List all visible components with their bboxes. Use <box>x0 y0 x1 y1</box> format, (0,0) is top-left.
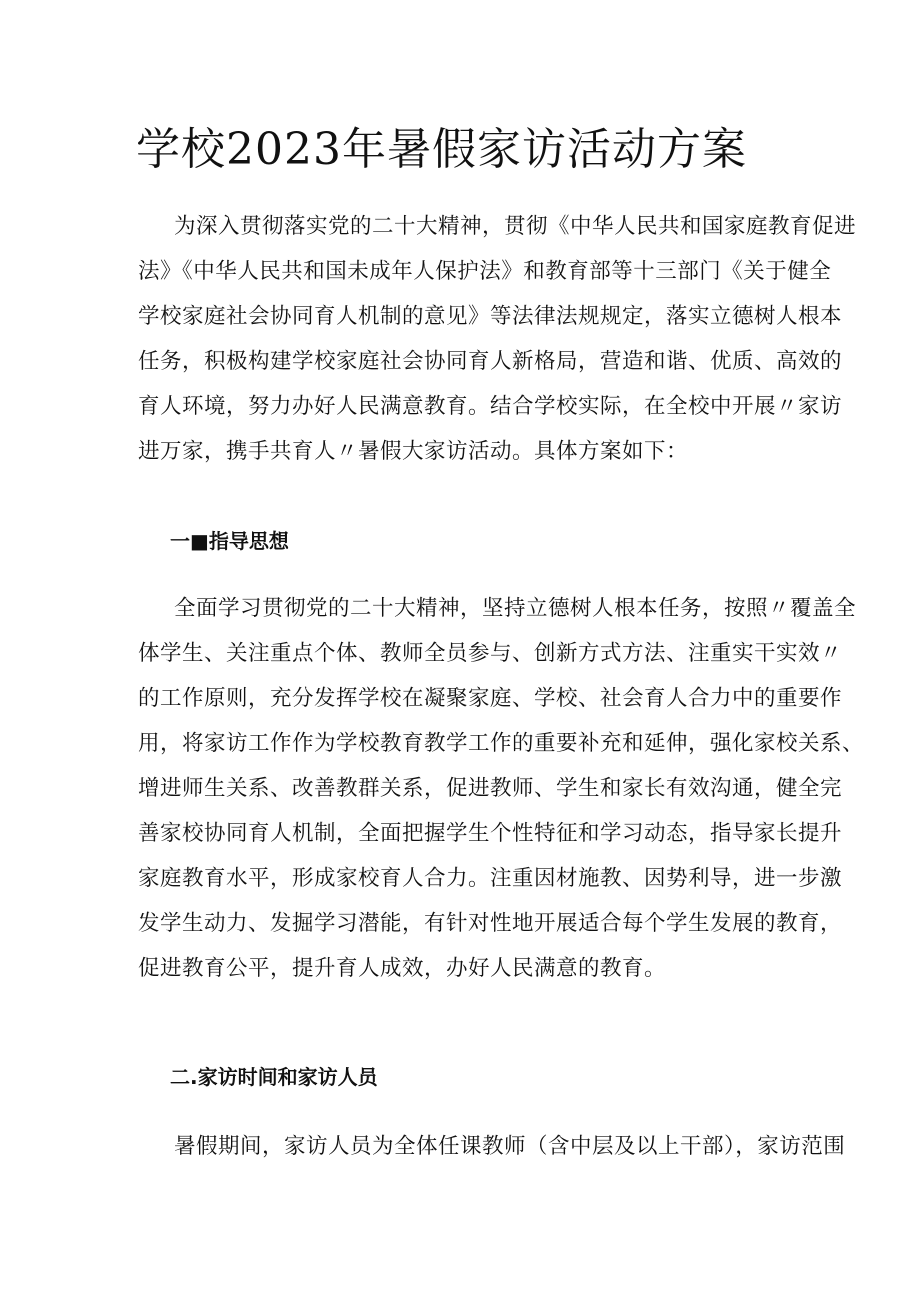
document-title: 学校2023年暑假家访活动方案 <box>136 124 747 175</box>
paragraph-line: 促进教育公平，提升育人成效，办好人民满意的教育。 <box>138 956 667 981</box>
section-heading-visit-time-personnel: 二.家访时间和家访人员 <box>170 1065 378 1089</box>
paragraph-line: 为深入贯彻落实党的二十大精神，贯彻《中华人民共和国家庭教育促进 <box>174 214 857 239</box>
guiding-ideology-paragraph <box>138 586 865 991</box>
paragraph-line: 增进师生关系、改善教群关系，促进教师、学生和家长有效沟通，健全完 <box>138 776 843 801</box>
paragraph-line: 的工作原则，充分发挥学校在凝聚家庭、学校、社会育人合力中的重要作 <box>138 686 843 711</box>
paragraph-line: 进万家，携手共育人〃暑假大家访活动。具体方案如下： <box>138 439 689 464</box>
paragraph-line: 用，将家访工作作为学校教育教学工作的重要补充和延伸，强化家校关系、 <box>138 731 865 756</box>
paragraph-line: 善家校协同育人机制，全面把握学生个性特征和学习动态，指导家长提升 <box>138 821 843 846</box>
paragraph-line: 家庭教育水平，形成家校育人合力。注重因材施教、因势利导，进一步激 <box>138 866 843 891</box>
section-heading-guiding-ideology: 一■指导思想 <box>170 529 289 553</box>
visit-time-paragraph <box>138 1124 846 1169</box>
paragraph-line: 学校家庭社会协同育人机制的意见》等法律法规规定，落实立德树人根本 <box>138 304 843 329</box>
intro-paragraph <box>138 204 857 474</box>
paragraph-line: 育人环境，努力办好人民满意教育。结合学校实际，在全校中开展〃家访 <box>138 394 843 419</box>
paragraph-line: 发学生动力、发掘学习潜能，有针对性地开展适合每个学生发展的教育， <box>138 911 843 936</box>
paragraph-line: 体学生、关注重点个体、教师全员参与、创新方式方法、注重实干实效〃 <box>138 641 843 666</box>
paragraph-line: 任务，积极构建学校家庭社会协同育人新格局，营造和谐、优质、高效的 <box>138 349 843 374</box>
paragraph-line: 全面学习贯彻党的二十大精神，坚持立德树人根本任务，按照〃覆盖全 <box>174 596 857 621</box>
paragraph-line: 法》《中华人民共和国未成年人保护法》和教育部等十三部门《关于健全 <box>138 259 832 284</box>
paragraph-line: 暑假期间，家访人员为全体任课教师（含中层及以上干部），家访范围 <box>174 1134 846 1159</box>
